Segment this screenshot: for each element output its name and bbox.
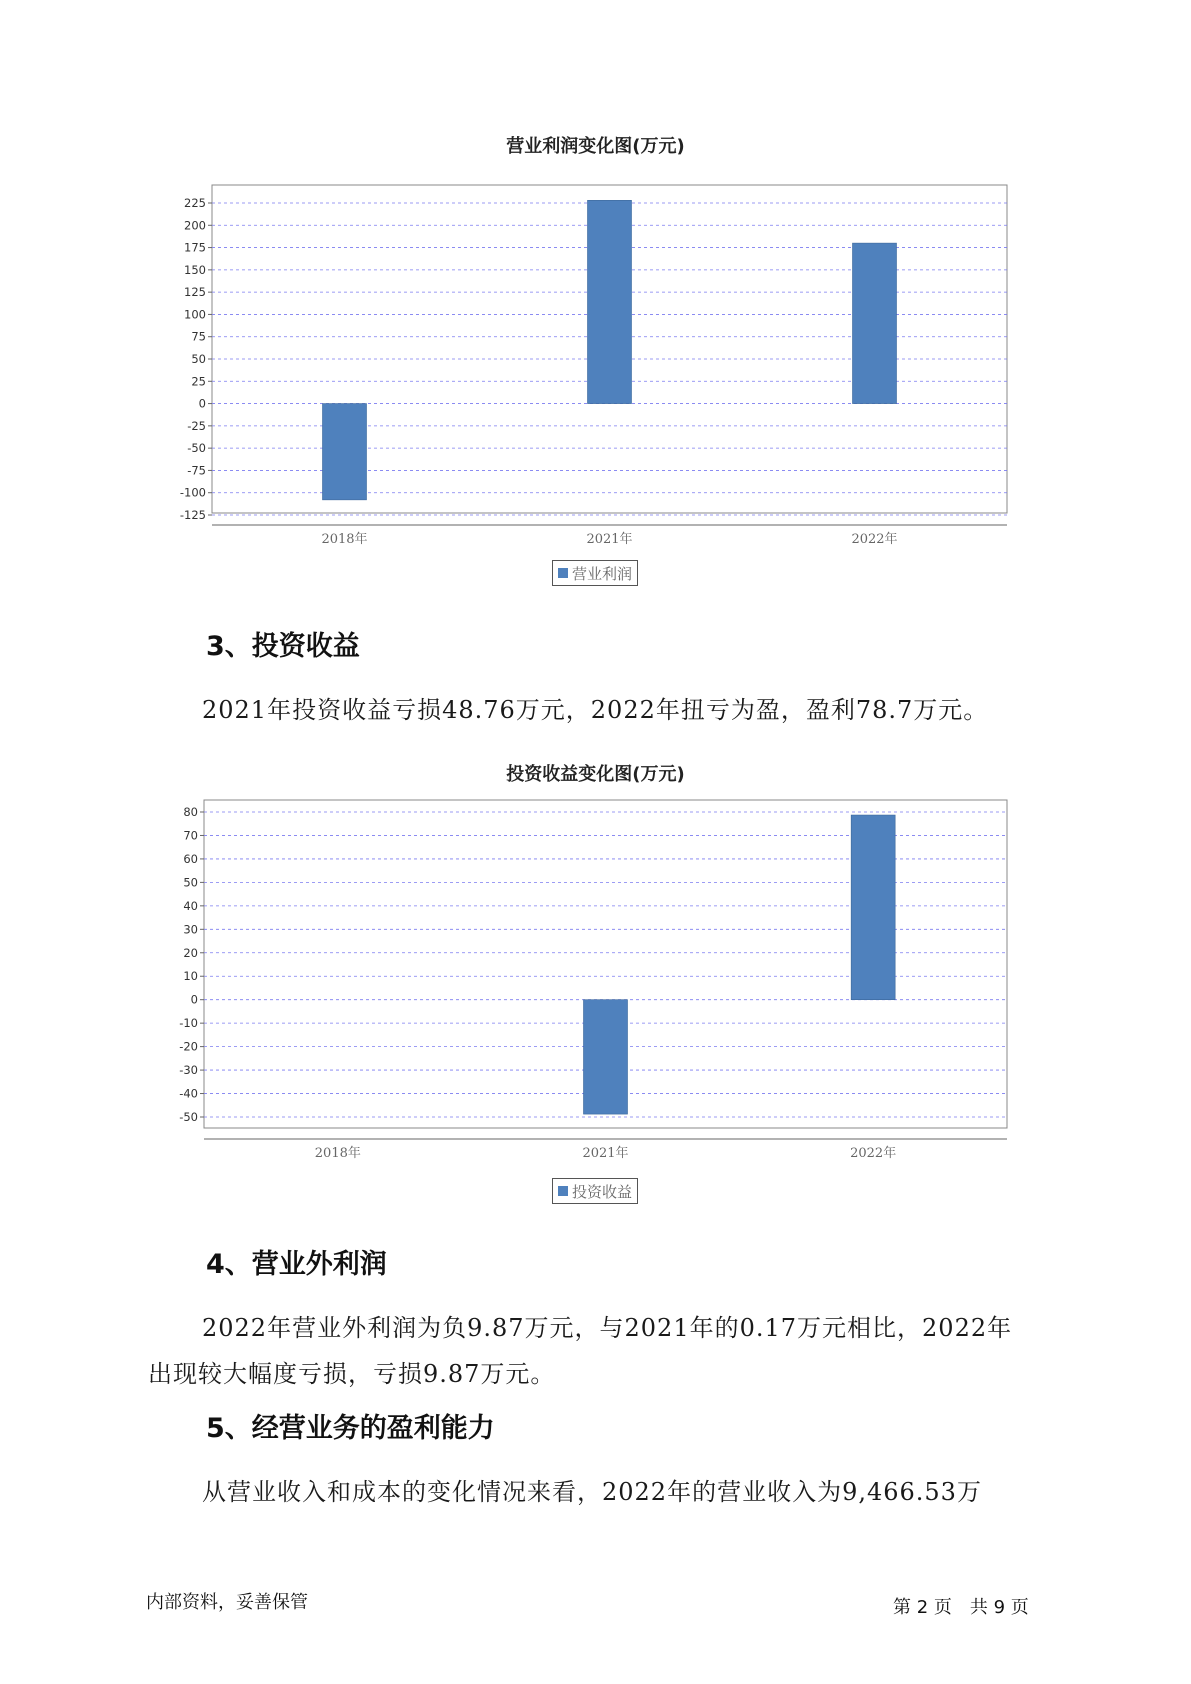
y-tick-label: 75 bbox=[191, 329, 206, 344]
y-tick-label: -10 bbox=[179, 1016, 198, 1031]
y-tick-label: 125 bbox=[184, 285, 206, 300]
section3-heading: 3、投资收益 bbox=[206, 631, 360, 662]
section4-paragraph-line1: 2022年营业外利润为负9.87万元，与2021年的0.17万元相比，2022年 bbox=[202, 1314, 1013, 1342]
section5-heading: 5、经营业务的盈利能力 bbox=[206, 1413, 495, 1444]
section4-heading: 4、营业外利润 bbox=[206, 1249, 387, 1280]
y-tick-label: -50 bbox=[187, 441, 206, 456]
y-tick-label: -125 bbox=[179, 508, 206, 522]
y-tick-label: 225 bbox=[184, 196, 206, 210]
y-tick-label: -25 bbox=[187, 418, 206, 433]
y-tick-label: -100 bbox=[179, 485, 206, 500]
x-category-label: 2018年 bbox=[321, 532, 368, 547]
legend-label: 营业利润 bbox=[572, 564, 633, 583]
x-category-label: 2022年 bbox=[851, 532, 898, 547]
y-tick-label: 100 bbox=[184, 307, 206, 322]
y-tick-label: 175 bbox=[184, 240, 206, 255]
x-category-label: 2018年 bbox=[314, 1146, 361, 1161]
footer-page-number: 第 2 页 共 9 页 bbox=[893, 1597, 1029, 1618]
y-tick-label: -30 bbox=[179, 1063, 198, 1078]
x-category-label: 2021年 bbox=[582, 1146, 629, 1161]
section5-paragraph-line1: 从营业收入和成本的变化情况来看，2022年的营业收入为9,466.53万 bbox=[202, 1478, 982, 1506]
chart2-title: 投资收益变化图(万元) bbox=[506, 764, 685, 785]
y-tick-label: 50 bbox=[191, 352, 206, 366]
y-tick-label: 30 bbox=[183, 922, 198, 937]
y-tick-label: -20 bbox=[179, 1039, 198, 1054]
y-tick-label: 200 bbox=[184, 218, 206, 233]
footer-confidential-note: 内部资料，妥善保管 bbox=[146, 1592, 308, 1613]
x-category-label: 2021年 bbox=[586, 532, 633, 547]
section3-paragraph: 2021年投资收益亏损48.76万元，2022年扭亏为盈，盈利78.7万元。 bbox=[202, 696, 989, 724]
y-tick-label: -50 bbox=[179, 1110, 198, 1124]
y-tick-label: -75 bbox=[187, 463, 206, 478]
y-tick-label: 20 bbox=[183, 945, 198, 960]
y-tick-label: 60 bbox=[183, 851, 198, 866]
y-tick-label: 150 bbox=[184, 262, 206, 277]
y-tick-label: 0 bbox=[198, 396, 206, 411]
legend-swatch bbox=[558, 1186, 568, 1196]
legend-label: 投资收益 bbox=[572, 1182, 633, 1201]
y-tick-label: 40 bbox=[183, 898, 198, 913]
chart2-legend bbox=[552, 1178, 638, 1204]
y-tick-label: 0 bbox=[190, 992, 198, 1007]
y-tick-label: 25 bbox=[191, 374, 206, 389]
bar-2021年 bbox=[584, 1000, 628, 1114]
y-tick-label: 70 bbox=[183, 828, 198, 843]
chart1-title: 营业利润变化图(万元) bbox=[506, 136, 685, 157]
section4-paragraph-line2: 出现较大幅度亏损，亏损9.87万元。 bbox=[148, 1360, 556, 1388]
y-tick-label: 10 bbox=[183, 969, 198, 984]
x-category-label: 2022年 bbox=[850, 1146, 897, 1161]
bar-2022年 bbox=[851, 815, 895, 1000]
y-tick-label: 80 bbox=[183, 805, 198, 819]
y-tick-label: -40 bbox=[179, 1086, 198, 1101]
y-tick-label: 50 bbox=[183, 875, 198, 890]
